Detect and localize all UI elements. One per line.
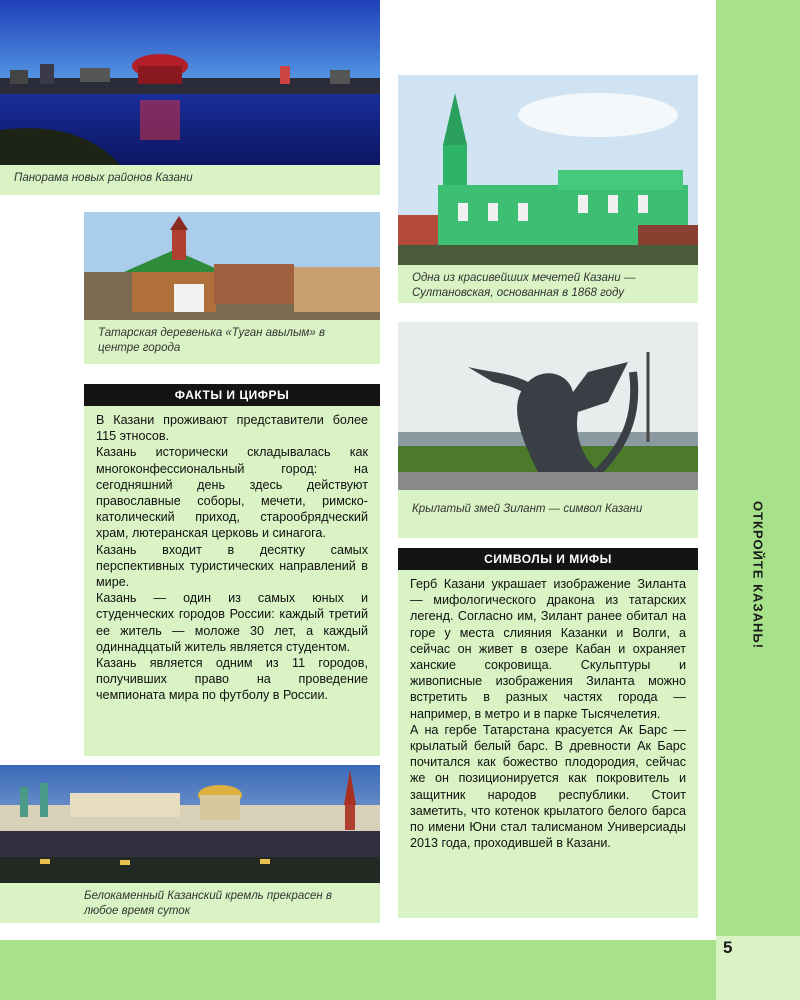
symbols-text [410,576,686,851]
kremlin-caption: Белокаменный Казанский кремль прекрасен в любое время суток [0,883,380,923]
facts-paragraph: В Казани проживают представители более 115 этносов. [96,413,368,444]
facts-paragraph: Казань — один из самых юных и студенческих городов России: каждый третий ее житель — моложе 30 лет, а каждый одиннадцатый житель является студентом. [96,591,368,654]
symbols-paragraph: Герб Казани украшает изображение Зиланта — мифологического дракона из татарских легенд. Согласно им, Зилант ранее обитал на горе у места слияния Казанки и Волги, а сейчас он живет в озере Кабан и охраняет ханские сокровища. Скульптуры и живописные изображения Зиланта можно встретить в разных частях города — например, в метро и в парке Тысячелетия. [410,577,686,721]
side-accent-bar [716,0,800,936]
page-number: 5 [723,938,733,957]
dragon-caption: Крылатый змей Зилант — символ Казани [398,490,698,538]
facts-paragraph: Казань входит в десятку самых перспективных туристических направлений в мире. [96,542,368,590]
bottom-accent-strip [0,940,716,1000]
symbols-paragraph: А на гербе Татарстана красуется Ак Барс — крылатый белый барс. В древности Ак Барс почитался как божество плодородия, сейчас же он позиционируется как покровитель и защитник народов республики. Стоит заметить, что котенок крылатого белого барса по имени Юни стал талисманом Универсиады 2013 года, проходившей в Казани. [410,722,686,851]
facts-title: ФАКТЫ И ЦИФРЫ [84,384,380,406]
village-photo [84,212,380,320]
symbols-title: СИМВОЛЫ И МИФЫ [398,548,698,570]
dragon-photo [398,322,698,490]
facts-paragraph: Казань исторически складывалась как многоконфессиональный город: на сегодняшний день здесь действуют православные соборы, мечети, римско-католический приход, старообрядческий храм, лютеранская церковь и синагога. [96,445,368,541]
panorama-caption: Панорама новых районов Казани [0,165,380,195]
facts-paragraph: Казань является одним из 11 городов, получивших право на проведение чемпионата мира по футболу в России. [96,656,368,703]
mosque-photo [398,75,698,265]
kremlin-photo [0,765,380,883]
facts-text [96,412,368,704]
section-label: ОТКРОЙТЕ КАЗАНЬ! [750,500,766,650]
panorama-photo [0,0,380,165]
mosque-caption: Одна из красивейших мечетей Казани — Султановская, основанная в 1868 году [398,265,698,303]
village-caption: Татарская деревенька «Туган авылым» в центре города [84,320,380,364]
